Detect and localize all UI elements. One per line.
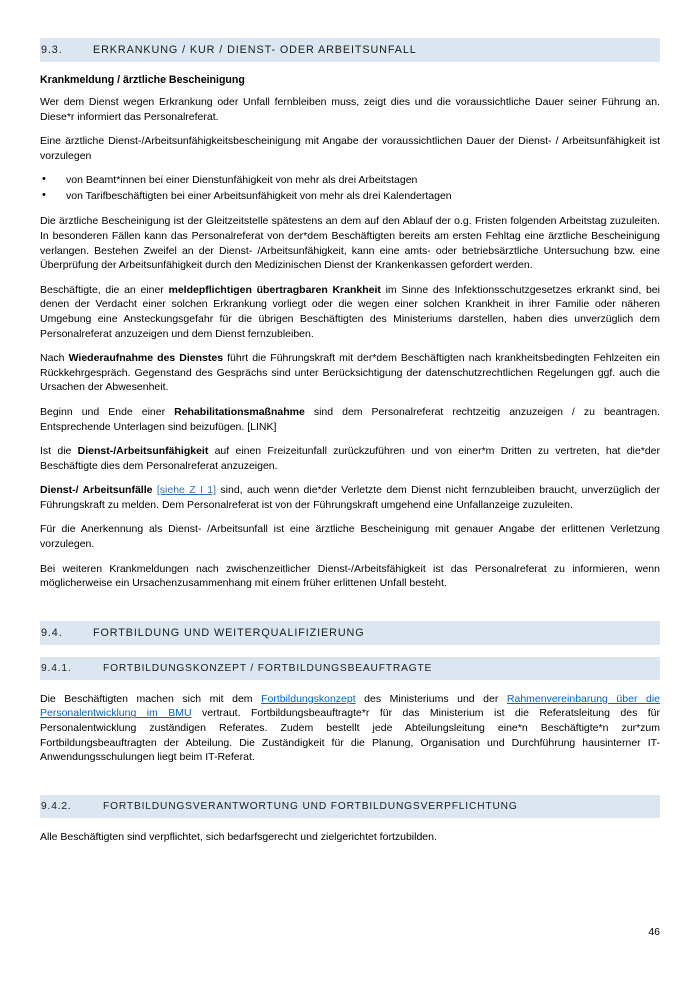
paragraph-11 <box>40 692 660 765</box>
section-heading-9-4 <box>40 621 660 645</box>
paragraph-8-rest: sind, auch wenn die*der Verletzte dem Dienst nicht fernzubleiben braucht, unverzüglich der Führungskraft zu melden. Dem Personalreferat ist von der Führungskraft umgehend eine Unfallanzeige zuzuleiten. <box>40 484 661 511</box>
paragraph-9: Für die Anerkennung als Dienst- /Arbeitsunfall ist eine ärztliche Bescheinigung mit genauer Angabe der erlittenen Verletzung vorzulegen. <box>40 523 660 551</box>
list-item <box>40 189 660 204</box>
link-fortbildungskonzept[interactable]: Fortbildungskonzept <box>261 692 356 705</box>
paragraph-8 <box>40 483 660 512</box>
paragraph-7-part1: Ist die <box>40 445 78 458</box>
paragraph-4-part1: Beschäftigte, die an einer <box>40 283 169 296</box>
section-heading-9-4-2 <box>40 795 660 818</box>
bullet-list-bescheinigung <box>40 173 660 204</box>
section-title-9-4: FORTBILDUNG UND WEITERQUALIFIZIERUNG <box>93 626 365 639</box>
section-title-9-4-2: FORTBILDUNGSVERANTWORTUNG UND FORTBILDUNGSVERPFLICHTUNG <box>103 800 518 812</box>
paragraph-4 <box>40 283 660 341</box>
paragraph-6-part2: sind dem Personalreferat rechtzeitig anzuzeigen / zu beantragen. Entsprechende Unterlagen sind beizufügen. [LINK] <box>40 405 660 433</box>
section-number-9-3: 9.3. <box>41 44 63 56</box>
section-heading-9-3 <box>40 38 660 62</box>
paragraph-8-emphasis: Dienst-/ Arbeitsunfälle <box>40 484 153 497</box>
bullet-text-2: von Tarifbeschäftigten bei einer Arbeitsunfähigkeit von mehr als drei Kalendertagen <box>66 190 452 203</box>
paragraph-5-part1: Nach <box>40 352 69 365</box>
paragraph-5 <box>40 351 660 395</box>
paragraph-11-part3: vertraut. Fortbildungsbeauftragte*r für das Ministerium ist die Referatsleitung des für Personalentwicklung zuständigen Referates. Zudem bestellt jede Abteilungsleitung eine*n Beschäftigte*n zur*zum Fortbildungsbeauftragten der Abteilung. Die Zuständigkeit für die Planung, Organisation und Durchführung hausinterner IT-Anwendungsschulungen liegt beim IT-Referat. <box>40 707 660 764</box>
paragraph-11-part1: Die Beschäftigten machen sich mit dem <box>40 692 262 705</box>
link-siehe-z-i-1[interactable]: [siehe Z I 1] <box>156 484 217 497</box>
paragraph-6-part1: Beginn und Ende einer <box>40 405 175 418</box>
paragraph-7 <box>40 444 660 473</box>
paragraph-10: Bei weiteren Krankmeldungen nach zwischenzeitlicher Dienst-/Arbeitsfähigkeit ist das Personalreferat zu informieren, wenn möglicherweise ein Ursachenzusammenhang mit einem früher erlittenen Unfall besteht. <box>40 562 660 590</box>
paragraph-6-emphasis: Rehabilitationsmaßnahme <box>174 405 305 418</box>
paragraph-7-emphasis: Dienst-/Arbeitsunfähigkeit <box>77 445 209 458</box>
link-rahmenvereinbarung-personalentwicklung[interactable]: Rahmenvereinbarung über die Personalentwicklung im BMU <box>40 692 660 720</box>
paragraph-2: Eine ärztliche Dienst-/Arbeitsunfähigkeitsbescheinigung mit Angabe der voraussichtlichen Dauer der Dienst- / Arbeitsunfähigkeit ist vorzulegen <box>40 135 660 162</box>
paragraph-12: Alle Beschäftigten sind verpflichtet, sich bedarfsgerecht und zielgerichtet fortzubilden. <box>40 830 437 843</box>
section-heading-9-4-1 <box>40 657 660 680</box>
paragraph-5-emphasis: Wiederaufnahme des Dienstes <box>68 352 224 365</box>
paragraph-5-part2: führt die Führungskraft mit der*dem Beschäftigten nach krankheitsbedingten Fehlzeiten ein Rückkehrgespräch. Gegenstand des Gesprächs sind unter Berücksichtigung der datenschutzrechtlichen Regelungen ggf. auch die Ursachen der Abwesenheit. <box>40 352 660 394</box>
section-title-9-3: ERKRANKUNG / KUR / DIENST- ODER ARBEITSUNFALL <box>93 44 417 56</box>
section-title-9-4-1: FORTBILDUNGSKONZEPT / FORTBILDUNGSBEAUFTRAGTE <box>103 662 433 674</box>
section-number-9-4: 9.4. <box>41 626 63 639</box>
list-item <box>40 173 660 188</box>
paragraph-3: Die ärztliche Bescheinigung ist der Gleitzeitstelle spätestens an dem auf den Ablauf der o.g. Fristen folgenden Arbeitstag zuzuleiten. In besonderen Fällen kann das Personalreferat von der*dem Beschäftigten bereits am ersten Fehltag eine ärztliche Bescheinigung verlangen. Bestehen Zweifel an der Dienst- /Arbeitsunfähigkeit, kann eine amts- oder betriebsärztliche Untersuchung bzw. eine Überprüfung der Arbeitsunfähigkeit durch den Medizinischen Dienst der Krankenkassen gefordert werden. <box>40 215 660 272</box>
section-number-9-4-1: 9.4.1. <box>41 662 72 674</box>
paragraph-6 <box>40 405 660 434</box>
page-number: 46 <box>648 926 660 938</box>
subheading-krankmeldung: Krankmeldung / ärztliche Bescheinigung <box>40 74 245 86</box>
paragraph-1: Wer dem Dienst wegen Erkrankung oder Unfall fernbleiben muss, zeigt dies und die voraussichtliche Dauer seiner Führung an. Diese*r informiert das Personalreferat. <box>40 96 660 123</box>
paragraph-7-part2: auf einen Freizeitunfall zurückzuführen und von einer*m Dritten zu vertreten, hat die*der Beschäftigte dies dem Personalreferat anzuzeigen. <box>40 445 660 472</box>
section-number-9-4-2: 9.4.2. <box>41 800 72 812</box>
bullet-text-1: von Beamt*innen bei einer Dienstunfähigkeit von mehr als drei Arbeitstagen <box>66 174 418 187</box>
paragraph-4-part2: im Sinne des Infektionsschutzgesetzes erkrankt sind, bei denen der Verdacht einer solchen Erkrankung vorliegt oder die wegen einer solchen Krankheit in ihrer Familie oder näheren Umgebung eine Ansteckungsgefahr für die übrigen Beschäftigten des Ministeriums darstellen, haben dies unverzüglich dem Personalreferat anzuzeigen und dem Dienst fernzubleiben. <box>40 283 660 340</box>
paragraph-4-emphasis: meldepflichtigen übertragbaren Krankheit <box>168 283 381 296</box>
paragraph-11-part2: des Ministeriums und der <box>355 692 507 705</box>
